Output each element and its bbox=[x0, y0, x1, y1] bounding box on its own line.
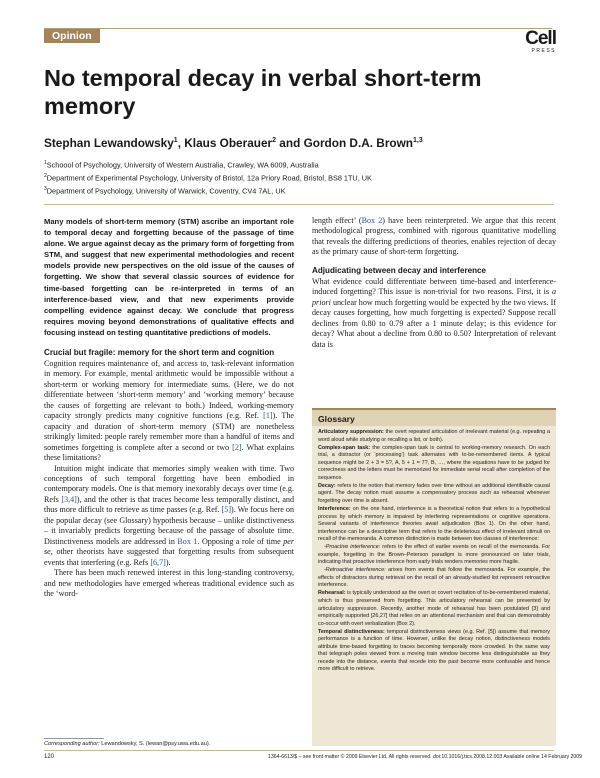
affiliation bbox=[44, 158, 554, 171]
top-rule bbox=[44, 28, 552, 29]
text-run: Intuition might indicate that memories simply weaken with time. Two conceptions of such temporal forgetting have been embodied in contemporary models. One is that memory inexorably decays over time (e.g. Refs bbox=[44, 463, 294, 504]
text-run: ), and the other is that traces become less temporally distinct, and thus more difficult to retrieve as time passes (e.g. Ref. bbox=[44, 494, 295, 515]
affiliation-number: 1 bbox=[44, 160, 47, 166]
article-title: No temporal decay in verbal short-term memory bbox=[44, 65, 482, 119]
paragraph bbox=[44, 359, 294, 464]
section-heading: Adjudicating between decay and interference bbox=[312, 265, 487, 275]
box-link[interactable]: Box 2 bbox=[361, 216, 383, 225]
glossary-entry bbox=[318, 483, 550, 506]
paragraph bbox=[44, 464, 294, 569]
text-run: . What explains these limitations? bbox=[44, 442, 294, 463]
section-heading: Crucial but fragile: memory for the short term and cognition bbox=[44, 348, 275, 358]
affiliation-text: Department of Experimental Psychology, University of Bristol, 12a Priory Road, Bristol, BS8 1TU, UK bbox=[46, 173, 372, 183]
logo-subtext: PRESS bbox=[531, 48, 556, 54]
glossary-entry bbox=[318, 590, 550, 628]
corresponding-author-note bbox=[44, 741, 294, 747]
footer-meta: 1364-6613/$ – see front matter © 2009 Elsevier Ltd. All rights reserved. doi:10.1016/j.tics.2008.12.003 Available online 14 February 2009 bbox=[268, 754, 583, 760]
glossary-subentry bbox=[318, 544, 550, 567]
glossary-subentry bbox=[318, 567, 550, 590]
text-run: , other theorists have suggested that forgetting results from subsequent events that interfering (e.g. Refs bbox=[44, 547, 294, 567]
right-column bbox=[312, 216, 556, 350]
section-tag: Opinion bbox=[44, 29, 100, 43]
page-number: 120 bbox=[44, 754, 55, 760]
glossary-term: Complex-span task: bbox=[318, 444, 371, 451]
citation-link[interactable]: [3,4] bbox=[61, 494, 77, 504]
glossary-subterm: -Retroactive interference: bbox=[324, 567, 386, 574]
affiliation-text: Schoool of Psychology, University of Western Australia, Crawley, WA 6009, Australia bbox=[46, 160, 319, 170]
citation-link[interactable]: [1] bbox=[263, 411, 273, 421]
paragraph bbox=[312, 216, 556, 258]
glossary-subterm: -Proactive interference: bbox=[324, 544, 381, 551]
text-run: unclear how much forgetting would be expected by the two views. If decay causes forgetting, how much forgetting is expected? Suppose recall declines from 0.80 to 0.79 after a 1 minute delay; is this evidence for decay? What about a decline from 0.80 to 0.50? Interpretation of relevant data is bbox=[312, 297, 556, 349]
glossary-definition: refers to the notion that memory fades over time without an additional identifiable causal agent. The decay notion must assume a compensatory process such as rehearsal whenever forgetting over time is absent. bbox=[318, 482, 550, 504]
glossary-term: Decay: bbox=[318, 482, 336, 489]
citation-link[interactable]: [6,7] bbox=[150, 557, 166, 567]
citation-link[interactable]: [2] bbox=[232, 442, 242, 452]
glossary-definition: on the one hand, interference is a theoretical notion that refers to a hypothetical process by which memory is impaired by interfering representations or cognitive operations. Several variants of interference theories await adjudication (Box 1). On the other hand, interference can be a descriptive term that refers to the deleterious effect of irrelevant stimuli on recall of the memoranda. A common distinction is made between two classes of interference: bbox=[318, 505, 550, 543]
affiliation-text: Department of Psychology, University of Warwick, Coventry, CV4 7AL, UK bbox=[46, 186, 286, 196]
footer-rule bbox=[44, 750, 554, 751]
glossary-definition: the overt repeated articulation of irrelevant material (e.g. repeating a word aloud while studying or recalling a list, or both). bbox=[318, 429, 550, 443]
author-separator: and bbox=[276, 136, 304, 150]
affiliation-number: 2 bbox=[44, 172, 47, 179]
glossary-term: Interference: bbox=[318, 505, 351, 512]
author-name: Stephan Lewandowsky bbox=[44, 136, 174, 150]
glossary-definition: refers to the effect of earlier events on recall of the memoranda. For example, forgetting in the Brown–Peterson paradigm is more pronounced on later trials, indicating that proactive interference from early trials renders memories more fragile. bbox=[318, 544, 550, 566]
text-run: . Opposing a role of time bbox=[197, 536, 284, 546]
paragraph: There has been much renewed interest in this long-standing controversy, and new methodologies have emerged whereas traditional evidence such as the ‘word- bbox=[44, 568, 294, 598]
glossary-title: Glossary bbox=[312, 410, 556, 426]
box-link[interactable]: Box 1 bbox=[177, 536, 198, 546]
glossary-entry bbox=[318, 445, 550, 483]
footnote-text: Lewandowsky, S. (lewan@psy.uwa.edu.au). bbox=[99, 741, 211, 747]
logo-wordmark: Cell bbox=[525, 28, 556, 49]
text-run: What evidence could differentiate between time-based and interference-induced forgetting? This issue is non-trivial for two reasons. First, it is bbox=[312, 276, 556, 297]
citation-link[interactable]: [5] bbox=[221, 505, 232, 515]
footnote-rule bbox=[44, 738, 104, 739]
author-list bbox=[44, 136, 554, 150]
footnote-label: Corresponding author: bbox=[44, 741, 100, 747]
italic-run: per se bbox=[44, 536, 294, 557]
glossary-definition: is typically understood as the overt or covert recitation of to-be-remembered material, which is thus preserved from forgetting. This articulatory rehearsal can be prevented by articulatory suppression. Recently, another mode of rehearsal has been postulated [3] and empirically supported [26,27] that relies on an attentional mechanism and that can demonstrably co-occur with overt verbalization (Box 2). bbox=[318, 590, 550, 627]
glossary-body bbox=[312, 426, 556, 678]
glossary-definition: arises from events that follow the memoranda. For example, the effects of distractors during retrieval on the recall of an already-studied list represent retroactive interference. bbox=[318, 567, 550, 589]
italic-run: a priori bbox=[312, 287, 556, 307]
text-run: ). bbox=[165, 557, 171, 567]
author-name: Klaus Oberauer bbox=[184, 136, 273, 150]
glossary-entry bbox=[318, 506, 550, 544]
author-affil-ref: 1,3 bbox=[413, 137, 423, 145]
glossary-term: Temporal distinctiveness: bbox=[318, 628, 385, 635]
glossary-entry bbox=[318, 629, 550, 674]
header-divider bbox=[44, 204, 554, 205]
affiliation bbox=[44, 171, 554, 184]
paragraph bbox=[312, 277, 556, 350]
author-name: Gordon D.A. Brown bbox=[303, 136, 414, 150]
glossary-box bbox=[312, 408, 556, 746]
text-run: ) have been reinterpreted. We argue that this recent methodological progress, combined with rigorous quantitative modelling that reveals the differing predictions of theories, enables rejection of decay as the primary cause of short-term forgetting. bbox=[312, 216, 556, 257]
affiliation bbox=[44, 184, 554, 197]
text-run: ). We focus here on the popular decay (see Glossary) hypothesis because – unlike distinctiveness – it invariably predicts forgetting because of the passage of absolute time. Distinctiveness models are addressed in bbox=[44, 505, 294, 546]
left-column bbox=[44, 216, 294, 599]
glossary-definition: temporal distinctiveness views (e.g. Ref. [5]) assume that memory performance is a function of time. However, unlike the decay notion, distinctiveness models attribute time-based forgetting to traces becoming temporally more crowded. In the same way that telegraph poles viewed from a moving train window become less distinguishable as they recede into the distance, events that recede into the past become more confusable and hence more difficult to retrieve. bbox=[318, 628, 550, 673]
author-affil-ref: 2 bbox=[272, 137, 277, 145]
glossary-term: Rehearsal: bbox=[318, 590, 346, 597]
author-separator: , bbox=[177, 136, 185, 150]
abstract: Many models of short-term memory (STM) ascribe an important role to temporal decay and forgetting because of the passage of time alone. We argue against decay as the primary form of forgetting from STM, and suggest that new experimental methodologies and recent models provide new perspectives on the old issue of the causes of forgetting. We show that several classic sources of evidence for time-based forgetting can be re-interpreted in terms of an interference-based view, and that new experiments provide compelling evidence against decay. We conclude that progress requires moving beyond demonstrations of qualitative effects and focusing instead on testing quantitative predictions of models. bbox=[44, 217, 294, 337]
author-affil-ref: 1 bbox=[173, 137, 178, 145]
glossary-definition: the complex-span task is central to working-memory research. On each trial, a distractor (or ‘processing’) task alternates with to-be-remembered items. A typical sequence might be 2 + 3 = 5?, A, 5 + 1 = 7?, B, …, where the equations have to be judged for correctness and the letters must be memorized for immediate serial recall after completion of the sequence. bbox=[318, 444, 551, 481]
glossary-term: Articulatory suppression: bbox=[318, 429, 384, 435]
glossary-entry bbox=[318, 429, 550, 444]
affiliation-list bbox=[44, 158, 554, 197]
publisher-logo bbox=[516, 30, 556, 54]
text-run: Cognition requires maintenance of, and access to, task-relevant information in memory. For example, mental arithmetic would be impossible without a short-term or working memory for intermediate sums. (Here, we do not differentiate between ‘short-term memory’ and ‘working memory’ because the causes of forgetting are relevant to both.) Indeed, working-memory capacity strongly predicts many cognitive functions (e.g. Ref. bbox=[44, 359, 294, 421]
text-run: length effect’ ( bbox=[312, 216, 362, 225]
affiliation-number: 3 bbox=[44, 185, 47, 192]
text-run: ). The capacity and duration of short-term memory (STM) are nonetheless strikingly limited: people rarely remember more than a handful of items and sometimes forgetting is complete after a second or two bbox=[44, 411, 294, 452]
